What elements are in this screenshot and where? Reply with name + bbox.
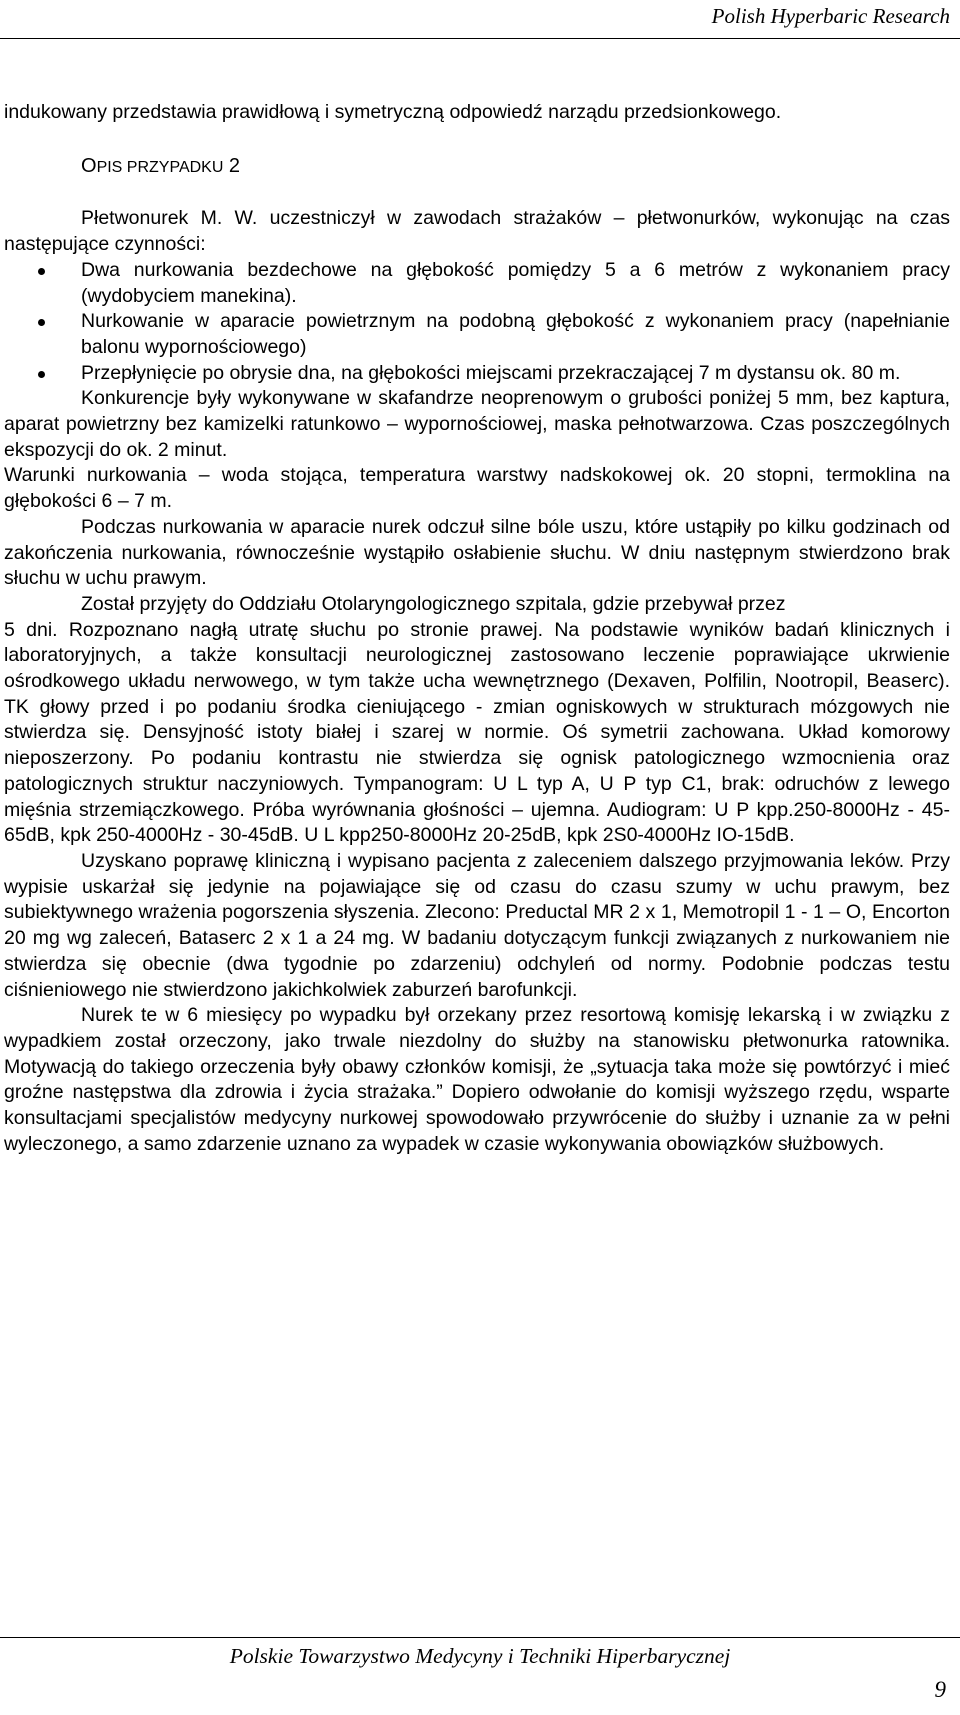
paragraph-conditions: Warunki nurkowania – woda stojąca, temperatura warstwy nadskokowej ok. 20 stopni, termoklina na głębokości 6 – 7 m.: [4, 464, 950, 513]
list-item: [4, 309, 950, 360]
list-item: [4, 258, 950, 309]
page-number: 9: [934, 1677, 946, 1702]
document-body: [4, 100, 950, 1157]
bullet-icon: [38, 371, 45, 378]
list-item: [4, 361, 950, 387]
paragraph-equipment: Konkurencje były wykonywane w skafandrze neoprenowym o grubości poniżej 5 mm, bez kaptura, aparat powietrzny bez kamizelki ratunkowo – wypornościowej, maska pełnotwarzowa. Czas poszczególnych ekspozycji do ok. 2 minut.: [4, 387, 950, 461]
section-heading: [81, 154, 950, 181]
paragraph-discharge: Uzyskano poprawę kliniczną i wypisano pacjenta z zaleceniem dalszego przyjmowania leków. Przy wypisie uskarżał się jedynie na pojawiające się od czasu do czasu szumy w uchu prawym, bez subiektywnego wrażenia pogorszenia słyszenia. Zlecono: Preductal MR 2 x 1, Memotropil 1 - 1 – O, Encorton 20 mg wg zaleceń, Bataserc 2 x 1 a 24 mg. W badaniu dotyczącym funkcji związanych z nurkowaniem nie stwierdza się obecnie (dwa tygodnie po zdarzeniu) odchyleń od normy. Podobnie podczas testu ciśnieniowego nie stwierdzono jakichkolwiek zaburzeń barofunkcji.: [4, 849, 950, 1001]
section-heading-cap: O: [81, 154, 97, 177]
list-item-text: Dwa nurkowania bezdechowe na głębokość pomiędzy 5 a 6 metrów z wykonaniem pracy (wydobyciem manekina).: [81, 258, 950, 307]
bullet-icon: [38, 268, 45, 275]
section-heading-number: 2: [228, 154, 240, 177]
list-item-text: Nurkowanie w aparacie powietrznym na podobną głębokość z wykonaniem pracy (napełnianie balonu wypornościowego): [81, 310, 950, 358]
paragraph-symptoms: Podczas nurkowania w aparacie nurek odczuł silne bóle uszu, które ustąpiły po kilku godzinach od zakończenia nurkowania, równocześnie wystąpiło osłabienie słuchu. W dniu następnym stwierdzono brak słuchu w uchu prawym.: [4, 515, 950, 590]
footer-divider: [0, 1637, 960, 1638]
footer-text: Polskie Towarzystwo Medycyny i Techniki Hiperbarycznej: [229, 1644, 731, 1668]
intro-paragraph: indukowany przedstawia prawidłową i symetryczną odpowiedź narządu przedsionkowego.: [4, 101, 782, 123]
paragraph-commission: Nurek te w 6 miesięcy po wypadku był orzekany przez resortową komisję lekarską i w związku z wypadkiem został orzeczony, jako trwale niezdolny do służby na stanowisku płetwonurka ratownika. Motywacją do takiego orzeczenia były obawy członków komisji, że „sytuacja taka może się powtórzyć i mieć groźne następstwa dla zdrowia i życia strażaka.” Dopiero odwołanie do komisji wyższego rzędu, wsparte konsultacjami specjalistów medycyny nurkowej spowodowało przywrócenie do służby i uznanie za w pełni wyleczonego, a samo zdarzenie uznano za wypadek w czasie wykonywania obowiązków służbowych.: [4, 1004, 950, 1155]
activity-list: [4, 258, 950, 387]
header-divider: [0, 38, 960, 39]
section-heading-rest: PIS PRZYPADKU: [96, 158, 224, 176]
paragraph-diagnosis: 5 dni. Rozpoznano nagłą utratę słuchu po stronie prawej. Na podstawie wyników badań klinicznych i laboratoryjnych, a także konsultacji neurologicznej zastosowano leczenie poprawiające ukrwienie ośrodkowego układu nerwowego, w tym także ucha wewnętrznego (Dexaven, Polfilin, Nootropil, Beaserc). TK głowy przed i po podaniu środka cieniującego - zmian ogniskowych w strukturach mózgowych nie stwierdza się. Densyjność istoty białej i szarej w normie. Oś symetrii zachowana. Układ komorowy nieposzerzony. Po podaniu kontrastu nie stwierdza się ognisk patologicznego wzmocnienia oraz patologicznych struktur naczyniowych. Tympanogram: U L typ A, U P typ C1, brak: odruchów z lewego mięśnia strzemiączkowego. Próba wyrównania głośności – ujemna. Audiogram: U P kpp.250-8000Hz - 45-65dB, kpk 250-4000Hz - 30-45dB. U L kpp250-8000Hz 20-25dB, kpk 2S0-4000Hz IO-15dB.: [4, 618, 950, 847]
paragraph-admission: Został przyjęty do Oddziału Otolaryngologicznego szpitala, gdzie przebywał przez: [81, 592, 786, 615]
case-lead-paragraph: Płetwonurek M. W. uczestniczył w zawodach strażaków – płetwonurków, wykonując na czas następujące czynności:: [4, 207, 950, 256]
bullet-icon: [38, 319, 45, 326]
page-header-title: Polish Hyperbaric Research: [711, 4, 950, 28]
list-item-text: Przepłynięcie po obrysie dna, na głębokości miejscami przekraczającej 7 m dystansu ok. 80 m.: [81, 361, 901, 384]
